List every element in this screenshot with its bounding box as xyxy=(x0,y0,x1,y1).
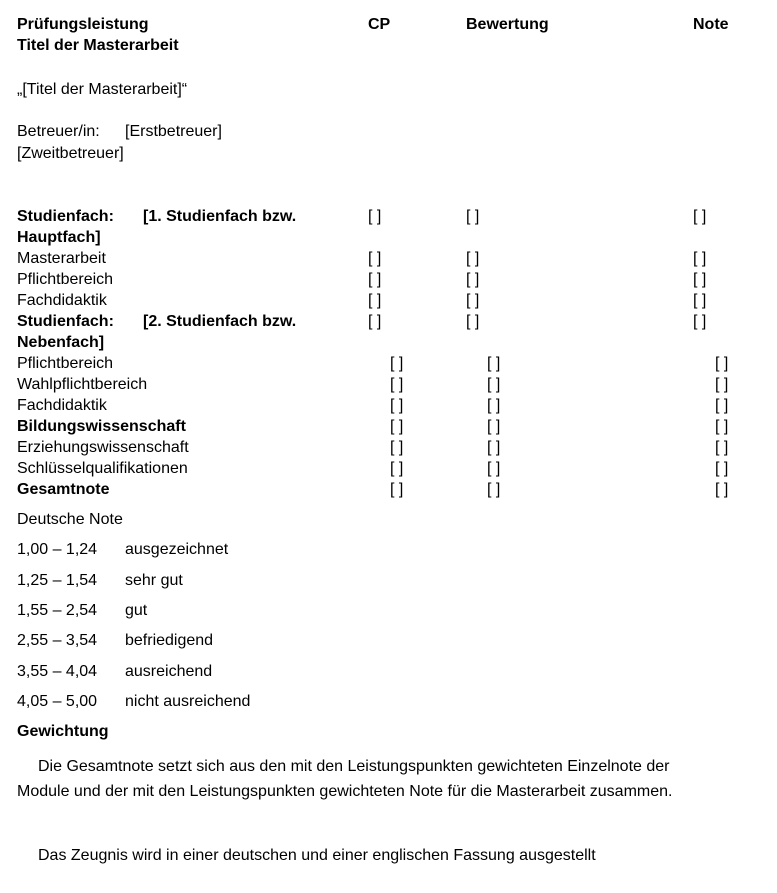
row-masterarbeit: Masterarbeit xyxy=(17,250,106,267)
cp-placeholder: [ ] xyxy=(368,250,382,267)
grade-text: ausreichend xyxy=(125,663,213,680)
note-placeholder: [ ] xyxy=(715,418,729,435)
row-wahlpflichtbereich: Wahlpflichtbereich xyxy=(17,376,148,393)
bewertung-placeholder: [ ] xyxy=(466,208,480,225)
note-placeholder: [ ] xyxy=(715,355,729,372)
thesis-title: „[Titel der Masterarbeit]“ xyxy=(17,81,188,98)
bewertung-placeholder: [ ] xyxy=(487,460,501,477)
cp-placeholder: [ ] xyxy=(390,481,404,498)
note-placeholder: [ ] xyxy=(715,460,729,477)
bewertung-placeholder: [ ] xyxy=(487,481,501,498)
header-titel: Titel der Masterarbeit xyxy=(17,37,179,54)
cp-placeholder: [ ] xyxy=(390,439,404,456)
grade-range: 1,25 – 1,54 xyxy=(17,572,98,589)
row-pflichtbereich-2: Pflichtbereich xyxy=(17,355,114,372)
gewichtung-title: Gewichtung xyxy=(17,723,109,740)
cp-placeholder: [ ] xyxy=(390,355,404,372)
row-erziehungswissenschaft: Erziehungswissenschaft xyxy=(17,439,189,456)
bewertung-placeholder: [ ] xyxy=(466,271,480,288)
cp-placeholder: [ ] xyxy=(390,418,404,435)
row-schluesselqualifikationen: Schlüsselqualifikationen xyxy=(17,460,188,477)
bewertung-placeholder: [ ] xyxy=(466,313,480,330)
grade-text: gut xyxy=(125,602,148,619)
note-placeholder: [ ] xyxy=(715,481,729,498)
cp-placeholder: [ ] xyxy=(368,208,382,225)
cp-placeholder: [ ] xyxy=(390,460,404,477)
betreuer-label: Betreuer/in: xyxy=(17,123,100,140)
row-studienfach-1-label: Studienfach: xyxy=(17,208,114,225)
header-bewertung: Bewertung xyxy=(466,16,549,33)
note-placeholder: [ ] xyxy=(715,439,729,456)
grade-range: 2,55 – 3,54 xyxy=(17,632,98,649)
row-studienfach-2-label3: Nebenfach] xyxy=(17,334,105,351)
grade-text: sehr gut xyxy=(125,572,183,589)
cp-placeholder: [ ] xyxy=(390,376,404,393)
note-placeholder: [ ] xyxy=(715,376,729,393)
note-placeholder: [ ] xyxy=(693,250,707,267)
note-placeholder: [ ] xyxy=(693,271,707,288)
row-studienfach-1-label2: [1. Studienfach bzw. xyxy=(143,208,297,225)
row-fachdidaktik-2: Fachdidaktik xyxy=(17,397,107,414)
note-placeholder: [ ] xyxy=(693,208,707,225)
note-placeholder: [ ] xyxy=(693,292,707,309)
grade-range: 3,55 – 4,04 xyxy=(17,663,98,680)
cp-placeholder: [ ] xyxy=(368,292,382,309)
header-note: Note xyxy=(693,16,729,33)
grade-text: ausgezeichnet xyxy=(125,541,229,558)
cp-placeholder: [ ] xyxy=(368,313,382,330)
cp-placeholder: [ ] xyxy=(368,271,382,288)
bewertung-placeholder: [ ] xyxy=(487,418,501,435)
row-studienfach-2-label2: [2. Studienfach bzw. xyxy=(143,313,297,330)
bewertung-placeholder: [ ] xyxy=(487,397,501,414)
bewertung-placeholder: [ ] xyxy=(487,355,501,372)
grade-range: 1,00 – 1,24 xyxy=(17,541,98,558)
grade-text: nicht ausreichend xyxy=(125,693,251,710)
grade-text: befriedigend xyxy=(125,632,214,649)
grading-title: Deutsche Note xyxy=(17,511,123,528)
grade-range: 1,55 – 2,54 xyxy=(17,602,98,619)
zweitbetreuer: [Zweitbetreuer] xyxy=(17,145,124,162)
erstbetreuer: [Erstbetreuer] xyxy=(125,123,222,140)
note-placeholder: [ ] xyxy=(693,313,707,330)
row-fachdidaktik-1: Fachdidaktik xyxy=(17,292,107,309)
row-bildungswissenschaft: Bildungswissenschaft xyxy=(17,418,186,435)
row-studienfach-1-label3: Hauptfach] xyxy=(17,229,101,246)
row-studienfach-2-label: Studienfach: xyxy=(17,313,114,330)
bewertung-placeholder: [ ] xyxy=(466,292,480,309)
cp-placeholder: [ ] xyxy=(390,397,404,414)
gewichtung-paragraph: Die Gesamtnote setzt sich aus den mit den Leistungspunkten gewichteten Einzelnote der Module und der mit den Leistungspunkten gewichteten Note für die Masterarbeit zusammen. xyxy=(17,758,673,800)
grade-range: 4,05 – 5,00 xyxy=(17,693,98,710)
bewertung-placeholder: [ ] xyxy=(487,439,501,456)
header-pruefungsleistung: Prüfungsleistung xyxy=(17,16,149,33)
row-gesamtnote: Gesamtnote xyxy=(17,481,110,498)
bewertung-placeholder: [ ] xyxy=(487,376,501,393)
bewertung-placeholder: [ ] xyxy=(466,250,480,267)
note-placeholder: [ ] xyxy=(715,397,729,414)
header-cp: CP xyxy=(368,16,391,33)
row-pflichtbereich-1: Pflichtbereich xyxy=(17,271,114,288)
gewichtung-footer: Das Zeugnis wird in einer deutschen und einer englischen Fassung ausgestellt xyxy=(38,847,596,864)
